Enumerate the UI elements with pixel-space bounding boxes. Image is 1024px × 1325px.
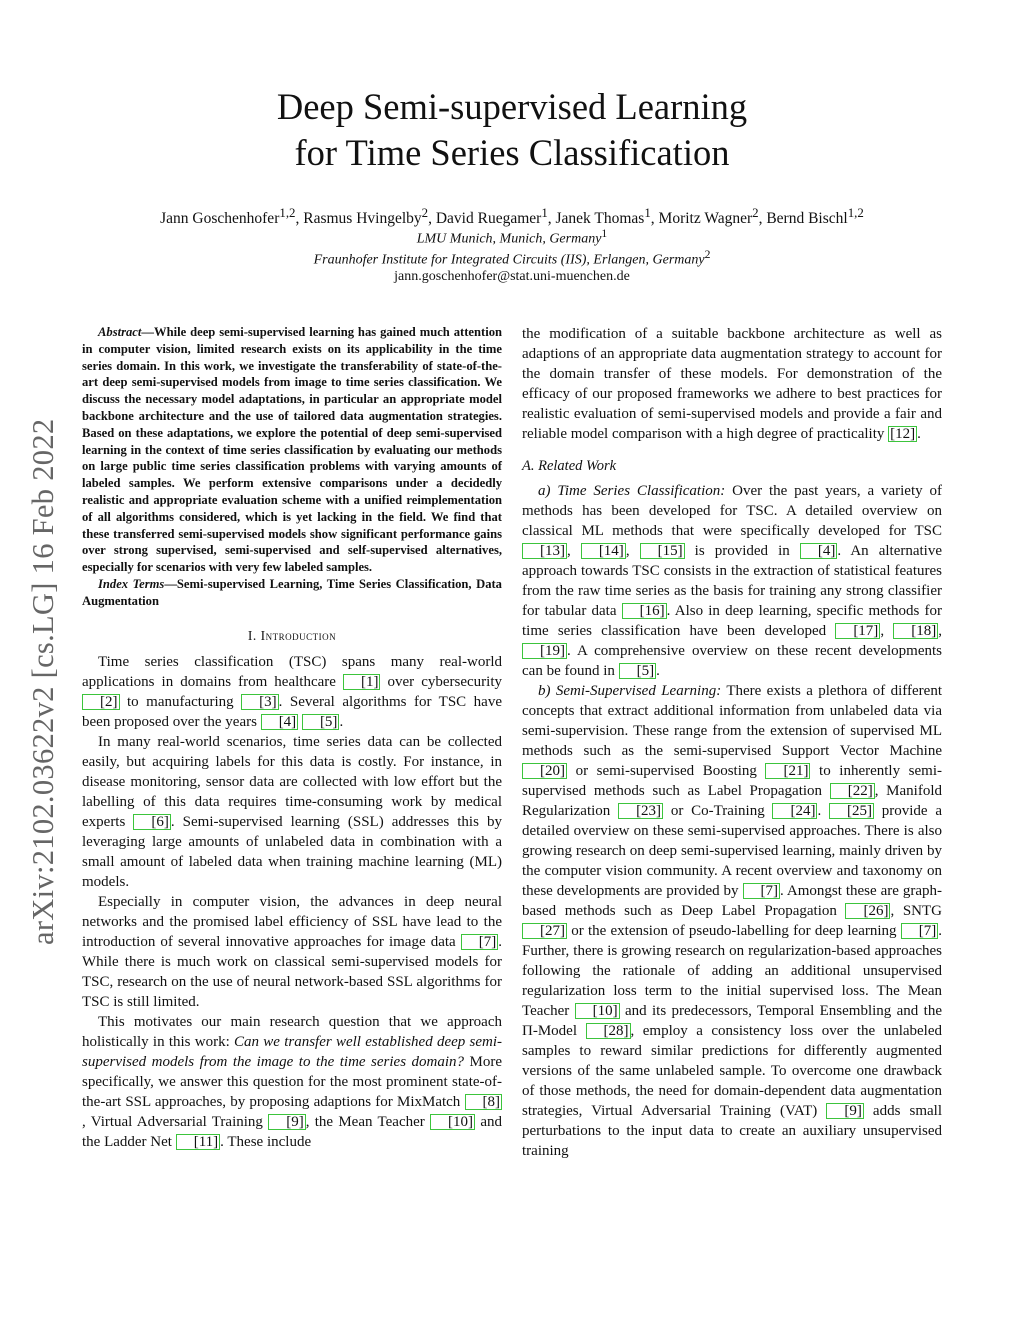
text-run: or semi-supervised Boosting: [567, 763, 766, 779]
author-affil-sup: 1,2: [847, 205, 864, 220]
section-title: Introduction: [260, 627, 337, 643]
text-run: . While there is much work on classical semi-supervised models for TSC, research on the use of neural network-based SSL algorithms for TSC is still limited.: [82, 933, 502, 1010]
section-heading-introduction: [82, 628, 502, 644]
text-run: Over the past years, a variety of methods has been developed for TSC. A detailed overview on classical ML methods that were specifically developed for TSC: [522, 483, 942, 539]
right-column: [522, 324, 942, 1161]
citation-link[interactable]: [6]: [133, 814, 171, 830]
author-affil-sup: 1,2: [279, 205, 296, 220]
text-run: .: [656, 663, 660, 679]
author-name: Janek Thomas: [555, 210, 645, 228]
related-work-tsc-paragraph: [522, 481, 942, 681]
index-terms-text: —Semi-supervised Learning, Time Series Classification, Data Augmentation: [82, 576, 502, 608]
text-run: , SNTG: [890, 903, 942, 919]
citation-link[interactable]: [25]: [829, 803, 874, 819]
citation-link[interactable]: [16]: [622, 603, 667, 619]
text-run: ,: [938, 623, 942, 639]
author-affil-sup: 1: [644, 205, 651, 220]
text-run: ,: [567, 543, 581, 559]
citation-link[interactable]: [3]: [241, 694, 279, 710]
intro-paragraph-4-continued: [522, 324, 942, 444]
author-separator: ,: [650, 210, 659, 228]
author-separator: ,: [547, 210, 556, 228]
text-run: is provided in: [684, 543, 800, 559]
author-affil-sup: 1: [541, 205, 548, 220]
affiliation-2-sup: 2: [704, 248, 711, 261]
research-question: Can we transfer well established deep semi-supervised models from the image to the time series domain?: [82, 1033, 503, 1070]
text-run: adds small perturbations to the input data to create an auxiliary unsupervised training: [522, 1103, 942, 1159]
title-line-1: Deep Semi-supervised Learning: [276, 86, 748, 127]
citation-link[interactable]: [10]: [430, 1114, 475, 1130]
citation-link[interactable]: [1]: [343, 674, 381, 690]
text-run: . Several algorithms for TSC have been proposed over the years: [82, 693, 502, 730]
text-run: . Also in deep learning, specific methods for time series classification have been developed: [522, 603, 942, 639]
citation-link[interactable]: [4]: [800, 543, 838, 559]
text-run: , employ a consistency loss over the unlabeled samples to reward similar predictions for differently augmented versions of the same unlabeled sample. To overcome one drawback of those methods, the need for domain-dependent data augmentation strategies, Virtual Adversarial Training (VAT): [522, 1023, 942, 1119]
abstract: [82, 324, 502, 576]
text-run: This motivates our main research question that we approach holistically in this work:: [82, 1013, 502, 1050]
text-run: , Manifold Regularization: [522, 783, 942, 819]
text-run: to manufacturing: [119, 693, 242, 710]
text-run: .: [817, 803, 829, 819]
subsection-heading-related-work: A. Related Work: [522, 458, 617, 474]
intro-paragraph-2: [82, 732, 502, 892]
text-run: Time series classification (TSC) spans many real-world applications in domains from healthcare: [82, 653, 502, 690]
text-run: . These include: [220, 1133, 312, 1150]
paper-title: [0, 84, 1024, 176]
text-run: . An alternative approach towards TSC consists in the extraction of statistical features from the raw time series as the basis for training any strong classifier for tabular data: [522, 543, 943, 619]
intro-paragraph-3: [82, 892, 502, 1012]
author-name: David Ruegamer: [435, 210, 542, 228]
title-line-2: for Time Series Classification: [294, 132, 730, 173]
citation-link[interactable]: [28]: [586, 1023, 631, 1039]
citation-link[interactable]: [18]: [893, 623, 938, 639]
citation-link[interactable]: [27]: [522, 923, 567, 939]
text-run: . Semi-supervised learning (SSL) addresses this by leveraging large amounts of unlabeled data in combination with a small amount of labeled data when training machine learning (ML) models.: [82, 813, 502, 890]
related-work-ssl-paragraph: [522, 681, 942, 1161]
citation-link[interactable]: [7]: [743, 883, 781, 899]
arxiv-identifier: arXiv:2102.03622v2 [cs.LG] 16 Feb 2022: [26, 418, 60, 945]
text-run: .: [339, 713, 344, 730]
left-column: [82, 324, 502, 1152]
text-run: provide a detailed overview on these semi-supervised approaches. There is also growing research on deep semi-supervised learning, mainly driven by the computer vision community. A recent overview and taxonomy on these developments are provided by: [522, 803, 942, 899]
citation-link[interactable]: [21]: [765, 763, 810, 779]
section-number: I.: [247, 627, 261, 643]
abstract-lead: Abstract: [98, 325, 142, 339]
citation-link[interactable]: [24]: [772, 803, 817, 819]
affiliation-1-sup: 1: [601, 227, 608, 240]
paragraph-lead: a) Time Series Classification:: [538, 483, 726, 499]
text-run: and its predecessors, Temporal Ensembling and the Π-Model: [522, 1003, 942, 1039]
text-run: the modification of a suitable backbone architecture as well as adaptions of an appropriate data augmentation strategy to account for the domain transfer of these models. For demonstration of the efficacy of our proposed frameworks we adhere to best practices for realistic evaluation of semi-supervised models and provide a fair and reliable model comparison with a high degree of practicality: [522, 326, 942, 442]
author-name: Bernd Bischl: [766, 210, 848, 228]
intro-paragraph-4: [82, 1012, 502, 1152]
citation-link[interactable]: [14]: [581, 543, 626, 559]
citation-link[interactable]: [5]: [302, 714, 340, 730]
citation-link[interactable]: [7]: [901, 923, 939, 939]
text-run: More specifically, we answer this question for the most prominent state-of-the-art SSL approaches, by proposing adaptions for MixMatch: [82, 1053, 502, 1110]
affiliation-1-text: LMU Munich, Munich, Germany: [416, 231, 602, 247]
citation-link[interactable]: [4]: [261, 714, 299, 730]
text-run: to inherently semi-supervised methods such as Label Propagation: [522, 763, 943, 799]
index-terms: [82, 576, 502, 610]
author-email: jann.goschenhofer@stat.uni-muenchen.de: [394, 269, 630, 284]
author-name: Rasmus Hvingelby: [303, 210, 422, 228]
citation-link[interactable]: [19]: [522, 643, 567, 659]
text-run: ,: [625, 543, 640, 559]
author-separator: ,: [295, 210, 304, 228]
abstract-text: —While deep semi-supervised learning has gained much attention in computer vision, limited research exists on its applicability in the time series domain. In this work, we investigate the transferability of state-of-the-art deep semi-supervised models from image to time series classification. We discuss the necessary model adaptations, in particular an appropriate model backbone architecture and the use of tailored data augmentation strategies. Based on these adaptations, we explore the potential of deep semi-supervised learning in the context of time series classification by evaluating our methods on large public time series classification problems with varying amounts of labeled samples. We perform extensive comparisons under a decidedly realistic and appropriate evaluation scheme with a unified reimplementation of all algorithms considered, which is yet lacking in the field. We find that these transferred semi-supervised models show significant performance gains over strong supervised, semi-supervised and self-supervised alternatives, especially for scenarios with very few labeled samples.: [82, 325, 502, 575]
citation-link[interactable]: [13]: [522, 543, 567, 559]
citation-link[interactable]: [9]: [268, 1114, 306, 1130]
citation-link[interactable]: [20]: [522, 763, 567, 779]
citation-link[interactable]: [9]: [826, 1103, 864, 1119]
citation-link[interactable]: [11]: [176, 1134, 220, 1150]
author-affil-sup: 2: [752, 205, 759, 220]
citation-link[interactable]: [8]: [465, 1094, 503, 1110]
text-run: . Further, there is growing research on regularization-based approaches following the rationale of adding an additional unsupervised regularization loss term to the initial supervised loss. The Mean Teacher: [522, 923, 942, 1019]
text-run: or the extension of pseudo-labelling for deep learning: [567, 923, 901, 939]
author-name: Jann Goschenhofer: [160, 210, 280, 228]
index-terms-lead: Index Terms: [98, 576, 165, 591]
citation-link[interactable]: [17]: [835, 623, 880, 639]
text-run: , Virtual Adversarial Training: [82, 1113, 269, 1130]
text-run: Especially in computer vision, the advances in deep neural networks and the promised label efficiency of SSL have lead to the introduction of several innovative approaches for image data: [82, 893, 502, 950]
text-run: In many real-world scenarios, time series data can be collected easily, but acquiring labels for this data is costly. For instance, in disease monitoring, sensor data are collected with low effort but the labelling of this data requires time-consuming work by medical experts: [82, 733, 502, 830]
text-run: . A comprehensive overview on these recent developments can be found in: [522, 643, 942, 679]
author-separator: ,: [758, 210, 767, 228]
citation-link[interactable]: [10]: [575, 1003, 620, 1019]
text-run: , the Mean Teacher: [305, 1113, 431, 1130]
affiliation-2-text: Fraunhofer Institute for Integrated Circuits (IIS), Erlangen, Germany: [313, 252, 705, 268]
text-run: .: [917, 426, 921, 442]
intro-paragraph-1: [82, 652, 502, 732]
author-separator: ,: [428, 210, 436, 228]
text-run: over cybersecurity: [380, 673, 502, 690]
citation-link[interactable]: [7]: [461, 934, 499, 950]
citation-link[interactable]: [5]: [619, 663, 657, 679]
text-run: and the Ladder Net: [82, 1113, 502, 1150]
text-run: or Co-Training: [663, 803, 773, 819]
paragraph-lead: b) Semi-Supervised Learning:: [538, 683, 722, 699]
citation-link[interactable]: [2]: [82, 694, 120, 710]
citation-link[interactable]: [22]: [830, 783, 875, 799]
author-name: Moritz Wagner: [658, 210, 753, 228]
text-run: There exists a plethora of different concepts that extract additional information from unlabeled data via semi-supervision. These range from the extension of supervised ML methods such as the semi-supervised Support Vector Machine: [522, 683, 942, 759]
citation-link[interactable]: [23]: [618, 803, 663, 819]
author-affil-sup: 2: [421, 205, 429, 220]
citation-link[interactable]: [12]: [890, 426, 916, 442]
citation-link[interactable]: [15]: [640, 543, 685, 559]
text-run: . Amongst these are graph-based methods such as Deep Label Propagation: [522, 883, 942, 919]
text-run: ,: [880, 623, 894, 639]
citation-link[interactable]: [26]: [845, 903, 890, 919]
